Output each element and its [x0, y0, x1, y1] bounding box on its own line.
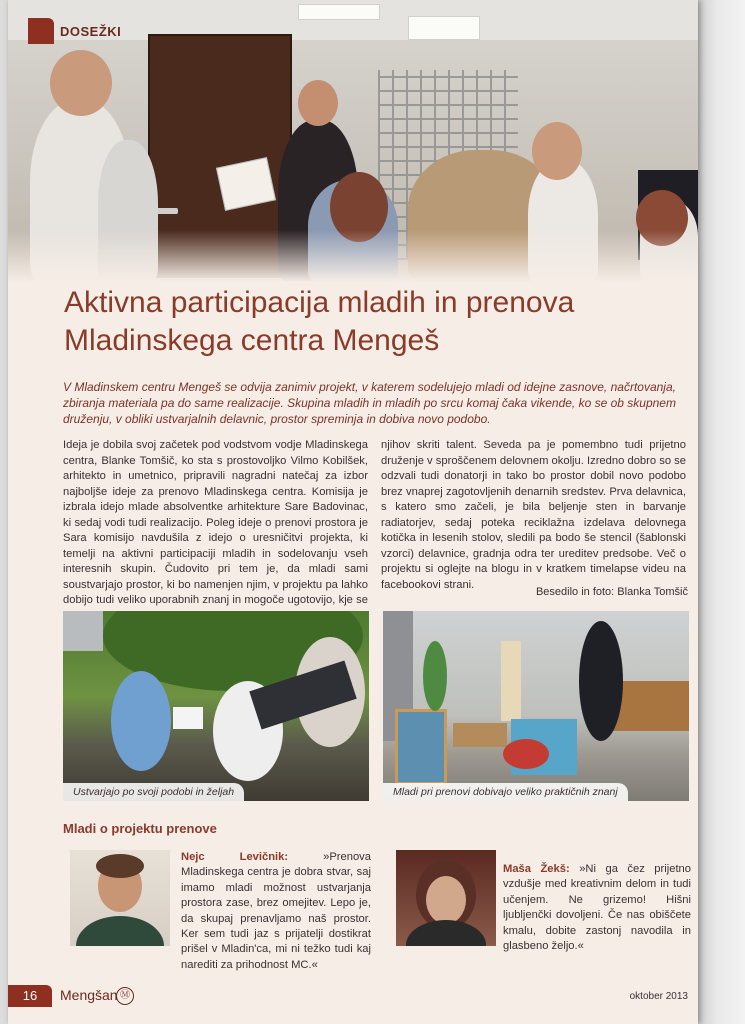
quote-masa	[503, 862, 691, 954]
quote-nejc	[181, 850, 371, 973]
article-title	[64, 284, 664, 360]
quote-text: »Ni ga čez prijetno vzdušje med kreativnim delom in tudi učenjem. Ne grizemo! Hišni ljubljenčki dovoljeni. Če nas obiščete kmalu, dobite zastonj navodila in glasbeno željo.«	[503, 863, 691, 953]
section-tag	[28, 18, 121, 44]
quote-text: »Prenova Mladinskega centra je dobra stvar, saj imamo mladi možnost ustvarjanja prostora zase, brez omejitev. Lepo je, da skupaj prenavljamo naš prostor. Ker sem tudi jaz s prijatelji dostikrat prišel v Mladin'ca, mi ni težko tudi kaj narediti za prihodnost MC.«	[181, 851, 371, 971]
magazine-name: Mengšan	[60, 987, 118, 1003]
quote-author: Nejc Levičnik:	[181, 851, 289, 863]
section-label: DOSEŽKI	[60, 23, 122, 39]
page-number: 16	[8, 985, 52, 1007]
car	[63, 611, 103, 651]
face	[426, 876, 466, 924]
photo-caption: Mladi pri prenovi dobivajo veliko praktičnih znanj	[383, 783, 628, 801]
adjacent-page-edge	[698, 0, 745, 1024]
shirt	[76, 916, 164, 946]
portrait-nejc	[70, 850, 170, 946]
person-head	[298, 80, 338, 126]
hair	[96, 854, 144, 878]
wooden-panel	[613, 681, 689, 731]
issue-date: oktober 2013	[629, 991, 688, 1002]
person	[503, 739, 549, 769]
body-column-left: Ideja je dobila svoj začetek pod vodstvom vodje Mladinskega centra, Blanke Tomšič, ko sta s prostovoljko Vilmo Kobilšek, arhitekto in umetnico, pripravili nagradni natečaj za izbor najboljše ideje za prenovo Mladinskega centra. Komisija je izbrala idejo mlade absolventke arhitekture Sare Badovinac, ki sedaj vodi tudi realizacijo. Poleg ideje o prenovi prostora je Sara komisijo navdušila z idejo o uresničitvi projekta, ki temelji na aktivni participaciji mladih in sodelovanju vseh interesnih skupin. Čudovito pri tem je, da mladi sami soustvarjajo prostor, ki bo namenjen njim, v projektu pa lahko dobijo tudi veliko uporabnih znanj in mogoče ugotovijo, kje se	[63, 439, 368, 606]
subheading: Mladi o projektu prenove	[63, 821, 217, 836]
shirt	[406, 920, 486, 946]
person	[423, 641, 447, 711]
quote-author: Maša Žekš:	[503, 863, 570, 875]
photo-credit: Besedilo in foto: Blanka Tomšič	[535, 586, 688, 598]
section-marker-icon	[28, 18, 54, 44]
photo-renovation	[383, 611, 689, 801]
page-footer	[8, 985, 698, 1009]
wooden-box	[453, 723, 507, 747]
photo-workshop	[63, 611, 369, 801]
mirror-frame	[501, 641, 521, 721]
logo-icon: Ⓜ	[116, 987, 134, 1005]
title-line: Mladinskega centra Mengeš	[64, 324, 440, 357]
ceiling-lamp	[298, 4, 380, 20]
magazine-page	[8, 0, 698, 1024]
paper	[173, 707, 203, 729]
person-head	[50, 50, 112, 116]
body-column-right: njihov skriti talent. Seveda pa je pomembno tudi prijetno druženje v sproščenem delovnem okolju. Izredno dobro so se odzvali tudi donatorji in tako bo prostor dobil novo podobo brez vnaprej zagotovljenih denarnih sredstev. Prva delavnica, s katero smo začeli, je bila beljenje sten in barvanje radiatorjev, sedaj poteka reciklažna izdelava delovnega kotička in lesenih stolov, sledili pa bodo še stencil (šablonski vzorci) delavnice, gradnja odra ter ureditev predsobe. Več o projektu si oglejte na blogu in v kratkem timelapse videu na facebookovi strani.	[381, 439, 686, 591]
person-head	[532, 122, 582, 180]
cabinet	[395, 709, 447, 785]
person	[111, 671, 171, 771]
person	[579, 621, 623, 741]
portrait-masa	[396, 850, 496, 946]
article-lead: V Mladinskem centru Mengeš se odvija zanimiv projekt, v katerem sodelujejo mladi od idejne zasnove, načrtovanja, zbiranja materiala pa do same realizacije. Skupina mladih in mladih po srcu komaj čaka vikende, ko se ob skupnem druženju, v obliki ustvarjalnih delavnic, prostor spreminja in dobiva novo podobo.	[63, 380, 676, 426]
photo-caption: Ustvarjajo po svoji podobi in željah	[63, 783, 244, 801]
hero-fade	[8, 230, 698, 282]
ceiling-lamp	[408, 16, 480, 40]
title-line: Aktivna participacija mladih in prenova	[64, 286, 575, 319]
